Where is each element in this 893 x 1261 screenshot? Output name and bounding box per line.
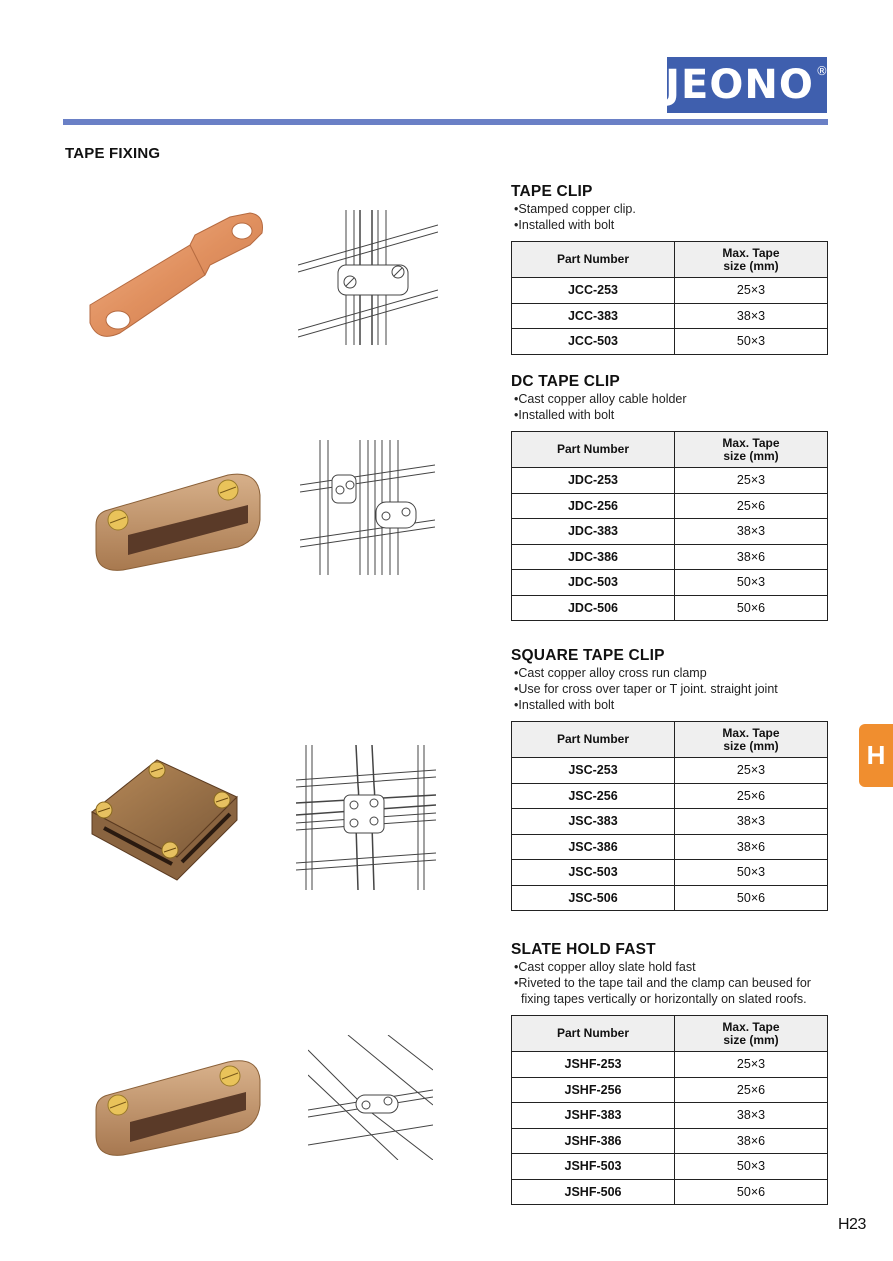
feature-list (511, 959, 829, 1007)
table-row (512, 468, 828, 494)
part-number: JSHF-253 (512, 1052, 675, 1078)
brand-logo (667, 57, 827, 113)
table-row (512, 834, 828, 860)
part-number: JDC-506 (512, 595, 675, 621)
max-size: 25×3 (675, 758, 828, 784)
part-number: JDC-383 (512, 519, 675, 545)
part-number: JCC-253 (512, 278, 675, 304)
feature-item: • Cast copper alloy slate hold fast (511, 959, 829, 975)
header-line: size (mm) (723, 738, 779, 753)
header-max-tape (675, 432, 828, 468)
dc-tape-clip-drawing (300, 440, 435, 575)
header-max-tape (675, 242, 828, 278)
part-number: JCC-503 (512, 329, 675, 355)
feature-list (511, 201, 829, 233)
part-number: JSHF-503 (512, 1154, 675, 1180)
table-row (512, 1103, 828, 1129)
max-size: 50×6 (675, 595, 828, 621)
product-square-tape-clip (511, 647, 829, 911)
spec-table (511, 721, 828, 911)
part-number: JDC-253 (512, 468, 675, 494)
part-number: JSC-383 (512, 809, 675, 835)
max-size: 50×3 (675, 860, 828, 886)
header-part-number: Part Number (512, 1016, 675, 1052)
part-number: JDC-386 (512, 544, 675, 570)
max-size: 38×3 (675, 809, 828, 835)
max-size: 50×3 (675, 570, 828, 596)
max-size: 38×3 (675, 1103, 828, 1129)
feature-list (511, 391, 829, 423)
table-row (512, 758, 828, 784)
table-row (512, 595, 828, 621)
feature-item: • Installed with bolt (511, 407, 829, 423)
part-number: JDC-256 (512, 493, 675, 519)
product-tape-clip (511, 183, 829, 355)
max-size: 50×6 (675, 885, 828, 911)
part-number: JCC-383 (512, 303, 675, 329)
header-part-number: Part Number (512, 722, 675, 758)
slate-hold-fast-photo (88, 1050, 273, 1160)
table-row (512, 783, 828, 809)
table-row (512, 1128, 828, 1154)
header-max-tape (675, 722, 828, 758)
header-part-number: Part Number (512, 242, 675, 278)
part-number: JSC-386 (512, 834, 675, 860)
feature-item: • Cast copper alloy cable holder (511, 391, 829, 407)
tape-clip-drawing (298, 210, 438, 345)
square-tape-clip-photo (82, 752, 242, 887)
tape-clip-photo (80, 205, 280, 345)
max-size: 25×6 (675, 783, 828, 809)
table-row (512, 1052, 828, 1078)
product-title: SQUARE TAPE CLIP (511, 647, 665, 664)
product-dc-tape-clip (511, 373, 829, 621)
product-title: TAPE CLIP (511, 183, 593, 200)
spec-table (511, 1015, 828, 1205)
max-size: 25×6 (675, 493, 828, 519)
max-size: 50×6 (675, 1179, 828, 1205)
section-title: TAPE FIXING (65, 145, 161, 162)
max-size: 25×3 (675, 468, 828, 494)
slate-hold-fast-drawing (308, 1035, 433, 1160)
part-number: JSHF-383 (512, 1103, 675, 1129)
max-size: 25×3 (675, 278, 828, 304)
max-size: 50×3 (675, 329, 828, 355)
table-row (512, 885, 828, 911)
max-size: 25×6 (675, 1077, 828, 1103)
part-number: JDC-503 (512, 570, 675, 596)
table-row (512, 1077, 828, 1103)
chapter-tab: H (859, 724, 893, 787)
logo-text: JEONO (665, 62, 814, 108)
max-size: 38×3 (675, 303, 828, 329)
table-row (512, 303, 828, 329)
table-row (512, 1179, 828, 1205)
part-number: JSHF-386 (512, 1128, 675, 1154)
max-size: 50×3 (675, 1154, 828, 1180)
registered-mark: ® (815, 64, 829, 78)
product-slate-hold-fast (511, 941, 829, 1205)
max-size: 38×6 (675, 834, 828, 860)
feature-item: • Stamped copper clip. (511, 201, 829, 217)
table-row (512, 329, 828, 355)
max-size: 38×6 (675, 544, 828, 570)
feature-item: • Riveted to the tape tail and the clamp can beused for fixing tapes vertically or horizontally on slated roofs. (511, 975, 829, 1007)
dc-tape-clip-photo (88, 465, 273, 575)
table-row (512, 860, 828, 886)
table-header-row (512, 432, 828, 468)
part-number: JSC-503 (512, 860, 675, 886)
header-line: Max. Tape (722, 435, 780, 450)
table-row (512, 809, 828, 835)
feature-item: • Installed with bolt (511, 217, 829, 233)
feature-list (511, 665, 829, 713)
table-row (512, 544, 828, 570)
feature-item: • Cast copper alloy cross run clamp (511, 665, 829, 681)
header-line: size (mm) (723, 448, 779, 463)
table-row (512, 570, 828, 596)
square-tape-clip-drawing (296, 745, 436, 890)
header-line: Max. Tape (722, 245, 780, 260)
part-number: JSHF-256 (512, 1077, 675, 1103)
header-line: Max. Tape (722, 1019, 780, 1034)
header-part-number: Part Number (512, 432, 675, 468)
max-size: 38×3 (675, 519, 828, 545)
spec-table (511, 431, 828, 621)
product-title: DC TAPE CLIP (511, 373, 620, 390)
table-header-row (512, 1016, 828, 1052)
max-size: 25×3 (675, 1052, 828, 1078)
header-line: size (mm) (723, 258, 779, 273)
table-header-row (512, 722, 828, 758)
part-number: JSHF-506 (512, 1179, 675, 1205)
table-row (512, 1154, 828, 1180)
header-rule (63, 119, 828, 125)
header-line: size (mm) (723, 1032, 779, 1047)
header-line: Max. Tape (722, 725, 780, 740)
feature-item: • Installed with bolt (511, 697, 829, 713)
part-number: JSC-506 (512, 885, 675, 911)
feature-item: • Use for cross over taper or T joint. straight joint (511, 681, 829, 697)
page-number: H23 (838, 1216, 866, 1233)
table-header-row (512, 242, 828, 278)
product-title: SLATE HOLD FAST (511, 941, 656, 958)
table-row (512, 493, 828, 519)
max-size: 38×6 (675, 1128, 828, 1154)
part-number: JSC-253 (512, 758, 675, 784)
table-row (512, 278, 828, 304)
table-row (512, 519, 828, 545)
part-number: JSC-256 (512, 783, 675, 809)
header-max-tape (675, 1016, 828, 1052)
spec-table (511, 241, 828, 355)
